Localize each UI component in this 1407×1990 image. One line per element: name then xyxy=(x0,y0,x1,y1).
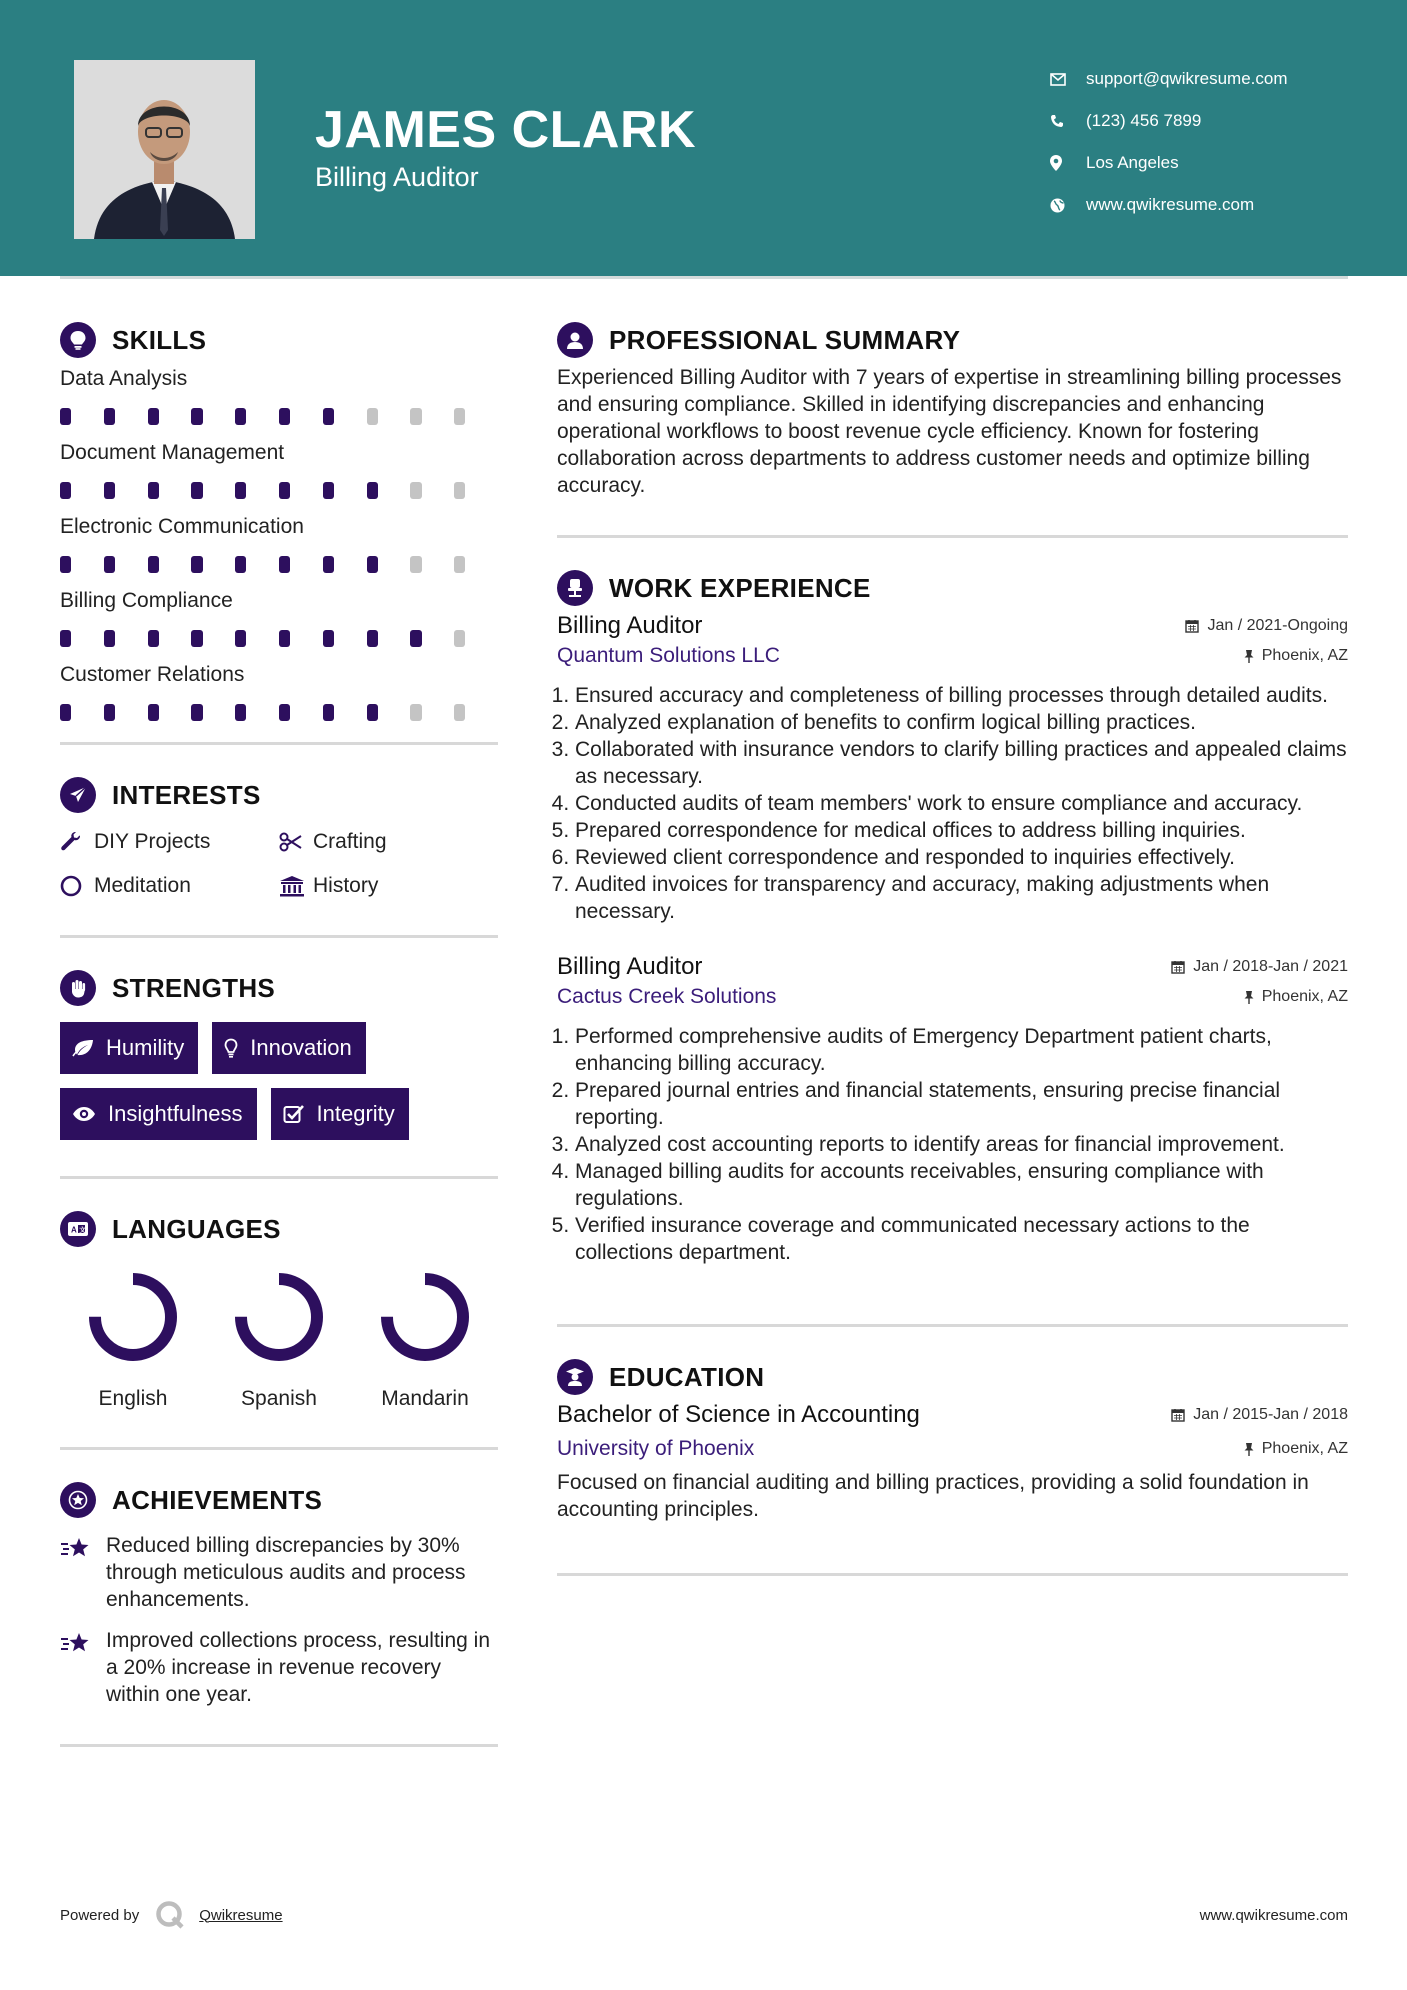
skill-dot-filled xyxy=(104,482,115,499)
contact-list xyxy=(1050,58,1390,226)
summary-heading xyxy=(557,320,1348,360)
skill-dot-filled xyxy=(60,556,71,573)
achievement-item xyxy=(60,1532,498,1613)
languages-list xyxy=(60,1267,498,1411)
skill-dot-filled xyxy=(148,704,159,721)
education-header xyxy=(557,1401,1348,1429)
job-dates-text: Jan / 2018-Jan / 2021 xyxy=(1193,958,1348,975)
skill-dot-filled xyxy=(104,704,115,721)
skill-rating xyxy=(60,542,498,586)
skill-dot-filled xyxy=(148,630,159,647)
job-title: Billing Auditor xyxy=(557,612,703,639)
education-text: Focused on financial auditing and billing practices, providing a solid foundation in accounting principles. xyxy=(557,1471,1309,1521)
job-bullet: 2. Analyzed explanation of benefits to confirm logical billing practices. xyxy=(575,709,1348,736)
job-bullet: 3. Collaborated with insurance vendors to clarify billing practices and appealed claims as necessary. xyxy=(575,736,1348,790)
school: University of Phoenix xyxy=(557,1437,755,1460)
language-label: Mandarin xyxy=(381,1387,469,1410)
skills-heading xyxy=(60,320,498,360)
user-icon xyxy=(557,322,593,358)
language-item xyxy=(352,1267,498,1411)
job-bullet: 3. Analyzed cost accounting reports to identify areas for financial improvement. xyxy=(575,1131,1348,1158)
achievement-text: Reduced billing discrepancies by 30% through meticulous audits and process enhancements. xyxy=(106,1534,466,1611)
header-divider xyxy=(60,276,1348,279)
skill-dot-filled xyxy=(104,630,115,647)
skill-rating xyxy=(60,468,498,512)
job-bullets xyxy=(575,1023,1348,1266)
calendar-icon xyxy=(1171,1408,1185,1422)
graduate-icon xyxy=(557,1359,593,1395)
skill-dot-filled xyxy=(191,630,202,647)
skill-rating xyxy=(60,394,498,438)
interest-item xyxy=(279,827,498,857)
job-title: Billing Auditor xyxy=(557,953,703,980)
skill-dot-empty xyxy=(454,556,465,573)
skill-name: Electronic Communication xyxy=(60,515,304,538)
education-title: EDUCATION xyxy=(609,1361,765,1392)
achievement-item xyxy=(60,1627,498,1708)
strengths-list xyxy=(60,1022,498,1140)
envelope-icon xyxy=(1050,73,1086,86)
skill-dot-filled xyxy=(191,556,202,573)
skill-name: Billing Compliance xyxy=(60,589,233,612)
interest-item xyxy=(60,871,279,901)
skill-rating xyxy=(60,616,498,660)
footer-brand xyxy=(60,1900,283,1930)
language-level-ring xyxy=(375,1267,475,1367)
skill-dot-filled xyxy=(148,482,159,499)
job-location xyxy=(1244,988,1348,1006)
skill-dot-filled xyxy=(60,482,71,499)
candidate-title: Billing Auditor xyxy=(315,162,479,192)
job-dates-text: Jan / 2021-Ongoing xyxy=(1207,617,1348,634)
interest-label: History xyxy=(313,874,379,897)
skill-dot-filled xyxy=(60,408,71,425)
strength-badge xyxy=(212,1022,366,1074)
paper-plane-icon xyxy=(60,777,96,813)
experience-title: WORK EXPERIENCE xyxy=(609,572,871,603)
summary-text: Experienced Billing Auditor with 7 years of expertise in streamlining billing processes and ensuring compliance. Skilled in identifying discrepancies and enhancing operational workflows to boost revenue cycle efficiency. Known for fostering collaboration across departments to address customer needs and optimize billing accuracy. xyxy=(557,366,1342,497)
skill-dot-filled xyxy=(235,482,246,499)
strength-label: Humility xyxy=(106,1035,185,1060)
interest-label: DIY Projects xyxy=(94,830,211,853)
job-bullet: 6. Reviewed client correspondence and responded to inquiries effectively. xyxy=(575,844,1348,871)
language-level-arc xyxy=(95,1279,171,1355)
skill-dot-filled xyxy=(367,556,378,573)
strengths-heading xyxy=(60,968,498,1008)
eye-icon xyxy=(72,1106,96,1122)
job-company: Quantum Solutions LLC xyxy=(557,644,780,667)
skill-dot-filled xyxy=(323,482,334,499)
phone-icon xyxy=(1050,114,1086,128)
checkbox-icon xyxy=(283,1104,305,1124)
skill-dot-filled xyxy=(279,482,290,499)
job-bullet: 1. Ensured accuracy and completeness of billing processes through detailed audits. xyxy=(575,682,1348,709)
section-divider xyxy=(557,1573,1348,1576)
skill-rating xyxy=(60,690,498,734)
calendar-icon xyxy=(1185,619,1199,633)
skill-dot-empty xyxy=(454,630,465,647)
left-column xyxy=(60,320,498,1747)
skill-dot-filled xyxy=(279,408,290,425)
language-label: Spanish xyxy=(241,1387,317,1410)
section-divider xyxy=(60,1744,498,1747)
strength-badge xyxy=(60,1022,198,1074)
scissors-icon xyxy=(279,832,313,852)
language-icon xyxy=(60,1211,96,1247)
contact-email-text: support@qwikresume.com xyxy=(1086,69,1288,88)
skill-dot-filled xyxy=(279,704,290,721)
circle-icon xyxy=(60,875,94,897)
skill-dot-filled xyxy=(235,704,246,721)
shooting-star-icon xyxy=(60,1532,106,1613)
education-heading xyxy=(557,1357,1348,1397)
job-bullet: 2. Prepared journal entries and financial statements, ensuring precise financial reporting. xyxy=(575,1077,1348,1131)
job-location-text: Phoenix, AZ xyxy=(1261,647,1348,664)
skill-dot-empty xyxy=(410,704,421,721)
skill-name: Customer Relations xyxy=(60,663,245,686)
job-dates xyxy=(1185,617,1348,635)
skill-dot-filled xyxy=(191,408,202,425)
svg-text:文: 文 xyxy=(79,1226,86,1234)
profile-photo xyxy=(74,60,255,239)
achievements-title: ACHIEVEMENTS xyxy=(112,1484,323,1515)
job-bullets xyxy=(575,682,1348,925)
summary-title: PROFESSIONAL SUMMARY xyxy=(609,324,961,355)
pushpin-icon xyxy=(1244,990,1254,1004)
skill-dot-empty xyxy=(410,408,421,425)
skill-dot-filled xyxy=(235,408,246,425)
interests-list xyxy=(60,827,498,901)
skill-dot-filled xyxy=(148,408,159,425)
job-location-text: Phoenix, AZ xyxy=(1261,988,1348,1005)
job-subheader xyxy=(557,985,1348,1009)
job-location xyxy=(1244,647,1348,665)
skill-dot-filled xyxy=(410,630,421,647)
skill-dot-empty xyxy=(367,408,378,425)
interest-item xyxy=(60,827,279,857)
interest-item xyxy=(279,871,498,901)
skill-dot-filled xyxy=(191,482,202,499)
skill-dot-empty xyxy=(454,704,465,721)
globe-icon xyxy=(1050,198,1086,213)
skill-dot-filled xyxy=(235,630,246,647)
skill-dot-empty xyxy=(454,408,465,425)
achievement-text: Improved collections process, resulting in a 20% increase in revenue recovery within one year. xyxy=(106,1629,491,1706)
education-location-text: Phoenix, AZ xyxy=(1261,1440,1348,1457)
pushpin-icon xyxy=(1244,649,1254,663)
job-header xyxy=(557,612,1348,640)
contact-email[interactable] xyxy=(1050,58,1390,100)
footer-website[interactable]: www.qwikresume.com xyxy=(1199,1906,1348,1924)
skill-dot-empty xyxy=(410,482,421,499)
skill-dot-filled xyxy=(367,482,378,499)
job-dates xyxy=(1171,958,1348,976)
brand-link[interactable]: Qwikresume xyxy=(199,1906,283,1924)
skill-dot-filled xyxy=(104,408,115,425)
language-level-ring xyxy=(229,1267,329,1367)
job-subheader xyxy=(557,644,1348,668)
skill-dot-filled xyxy=(148,556,159,573)
skills-title: SKILLS xyxy=(112,324,207,355)
job-bullet: 5. Prepared correspondence for medical offices to address billing inquiries. xyxy=(575,817,1348,844)
strength-label: Innovation xyxy=(250,1035,352,1060)
contact-phone-text: (123) 456 7899 xyxy=(1086,111,1202,130)
leaf-icon xyxy=(72,1039,94,1057)
language-level-arc xyxy=(241,1279,317,1355)
skill-dot-filled xyxy=(235,556,246,573)
contact-location-text: Los Angeles xyxy=(1086,153,1179,172)
language-level-arc xyxy=(387,1279,463,1355)
education-location xyxy=(1244,1440,1348,1458)
skill-dot-filled xyxy=(60,704,71,721)
skill-dot-filled xyxy=(367,630,378,647)
contact-phone[interactable] xyxy=(1050,100,1390,142)
wrench-icon xyxy=(60,831,94,853)
job-bullet: 7. Audited invoices for transparency and accuracy, making adjustments when necessary. xyxy=(575,871,1348,925)
strength-badge xyxy=(60,1088,257,1140)
skill-dot-filled xyxy=(104,556,115,573)
calendar-icon xyxy=(1171,960,1185,974)
skill-dot-filled xyxy=(191,704,202,721)
pushpin-icon xyxy=(1244,1442,1254,1456)
skill-dot-filled xyxy=(323,408,334,425)
interest-label: Crafting xyxy=(313,830,387,853)
education-dates xyxy=(1171,1406,1348,1424)
education-subheader xyxy=(557,1437,1348,1461)
interests-title: INTERESTS xyxy=(112,779,261,810)
right-column xyxy=(557,320,1348,1576)
skill-name: Document Management xyxy=(60,441,285,464)
lightbulb-icon xyxy=(60,322,96,358)
skill-dot-filled xyxy=(367,704,378,721)
strength-badge xyxy=(271,1088,409,1140)
strength-label: Integrity xyxy=(316,1101,395,1126)
skill-dot-filled xyxy=(60,630,71,647)
skill-name: Data Analysis xyxy=(60,367,188,390)
language-item xyxy=(60,1267,206,1411)
candidate-name: JAMES CLARK xyxy=(315,101,697,159)
museum-icon xyxy=(279,875,313,897)
strength-label: Insightfulness xyxy=(108,1101,243,1126)
strengths-title: STRENGTHS xyxy=(112,972,276,1003)
education-dates-text: Jan / 2015-Jan / 2018 xyxy=(1193,1406,1348,1423)
languages-heading xyxy=(60,1209,498,1249)
experience-heading xyxy=(557,568,1348,608)
achievements-heading xyxy=(60,1480,498,1520)
skills-list xyxy=(60,364,498,734)
job-company: Cactus Creek Solutions xyxy=(557,985,777,1008)
map-pin-icon xyxy=(1050,155,1086,171)
lightbulb-icon xyxy=(224,1038,238,1058)
language-level-ring xyxy=(83,1267,183,1367)
skill-dot-filled xyxy=(279,630,290,647)
job-bullet: 1. Performed comprehensive audits of Emergency Department patient charts, enhancing billing accuracy. xyxy=(575,1023,1348,1077)
job-bullet: 4. Managed billing audits for accounts receivables, ensuring compliance with regulations. xyxy=(575,1158,1348,1212)
powered-by-text: Powered by xyxy=(60,1906,140,1924)
skill-dot-filled xyxy=(323,630,334,647)
degree: Bachelor of Science in Accounting xyxy=(557,1401,920,1428)
skill-dot-filled xyxy=(323,556,334,573)
job-bullet: 4. Conducted audits of team members' work to ensure compliance and accuracy. xyxy=(575,790,1348,817)
interest-label: Meditation xyxy=(94,874,191,897)
header-banner xyxy=(0,0,1407,276)
office-chair-icon xyxy=(557,570,593,606)
contact-location xyxy=(1050,142,1390,184)
interests-heading xyxy=(60,775,498,815)
contact-website-text: www.qwikresume.com xyxy=(1086,195,1255,214)
languages-title: LANGUAGES xyxy=(112,1213,281,1244)
shooting-star-icon xyxy=(60,1627,106,1708)
skill-dot-empty xyxy=(410,556,421,573)
job-header xyxy=(557,953,1348,981)
svg-text:A: A xyxy=(71,1225,77,1235)
skill-dot-filled xyxy=(279,556,290,573)
star-badge-icon xyxy=(60,1482,96,1518)
language-item xyxy=(206,1267,352,1411)
footer xyxy=(60,1895,1348,1935)
language-label: English xyxy=(98,1387,168,1410)
qwikresume-logo-icon xyxy=(155,1900,185,1930)
job-bullet: 5. Verified insurance coverage and communicated necessary actions to the collections department. xyxy=(575,1212,1348,1266)
skill-dot-filled xyxy=(323,704,334,721)
skill-dot-empty xyxy=(454,482,465,499)
contact-website[interactable] xyxy=(1050,184,1390,226)
hand-icon xyxy=(60,970,96,1006)
